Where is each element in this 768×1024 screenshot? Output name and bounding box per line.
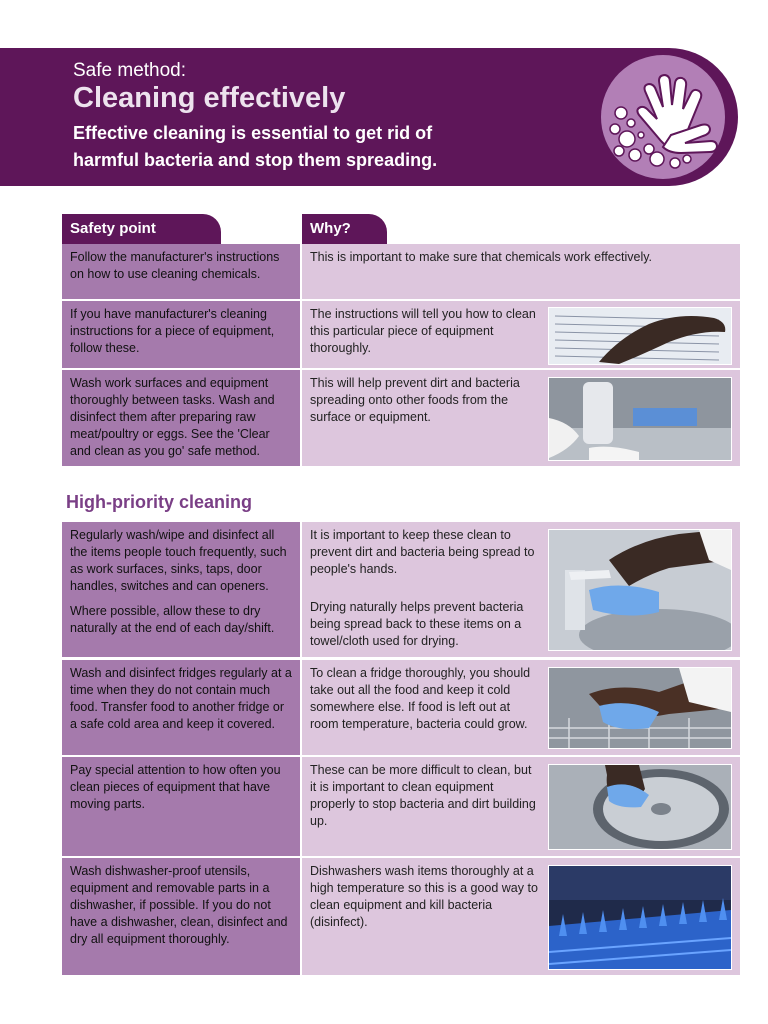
tap-cleaning-photo — [548, 529, 732, 651]
why-cell — [302, 757, 740, 856]
header-kicker: Safe method: — [73, 60, 187, 81]
dishwasher-rack-photo — [548, 865, 732, 970]
table-row — [62, 244, 740, 299]
safety-point-cell: Wash and disinfect fridges regularly at a time when they do not contain much food. Transfer food to another fridge or a safe cold area and keep it covered. — [62, 660, 300, 755]
why-text: To clean a fridge thoroughly, you should take out all the food and keep it cold somewhere else. If food is left out at room temperature, bacteria could grow. — [310, 666, 531, 731]
slicer-cleaning-photo — [548, 764, 732, 850]
why-cell — [302, 244, 740, 299]
why-cell — [302, 370, 740, 466]
table-row — [62, 301, 740, 368]
safety-point-cell — [62, 522, 300, 657]
why-cell — [302, 522, 740, 657]
why-cell — [302, 858, 740, 975]
table-row — [62, 858, 740, 975]
why-text: This will help prevent dirt and bacteria spreading onto other foods from the surface or equipment. — [310, 376, 520, 424]
why-cell — [302, 660, 740, 755]
table-row — [62, 370, 740, 466]
safety-point-text: Where possible, allow these to dry naturally at the end of each day/shift. — [70, 604, 275, 635]
why-text: The instructions will tell you how to clean this particular piece of equipment thoroughly. — [310, 307, 536, 355]
why-text: Dishwashers wash items thoroughly at a high temperature so this is a good way to clean equipment and kill bacteria (disinfect). — [310, 864, 538, 929]
section-title-high-priority: High-priority cleaning — [66, 492, 253, 512]
why-cell — [302, 301, 740, 368]
safety-point-cell: Wash dishwasher-proof utensils, equipment and removable parts in a dishwasher, if possible. If you do not have a dishwasher, clean, disinfect and dry all equipment thoroughly. — [62, 858, 300, 975]
column-header-why: Why? — [302, 214, 387, 244]
header-subtitle: Effective cleaning is essential to get rid of harmful bacteria and stop them spreading. — [73, 123, 438, 170]
safety-point-cell: Pay special attention to how often you clean pieces of equipment that have moving parts. — [62, 757, 300, 856]
safety-point-text: Regularly wash/wipe and disinfect all the items people touch frequently, such as work surfaces, sinks, taps, door handles, switches and can openers. — [70, 528, 287, 593]
column-header-safety-point: Safety point — [62, 214, 221, 244]
why-text: It is important to keep these clean to prevent dirt and bacteria being spread to people's hands. — [310, 528, 535, 576]
why-text: These can be more difficult to clean, but it is important to clean equipment properly to stop bacteria and dirt building up. — [310, 763, 536, 828]
instructions-photo — [548, 307, 732, 365]
table-row — [62, 522, 740, 657]
page-title: Cleaning effectively — [73, 82, 346, 114]
safety-point-cell: Wash work surfaces and equipment thoroughly between tasks. Wash and disinfect them after preparing raw meat/poultry or eggs. See the 'Clear and clean as you go' safe method. — [62, 370, 300, 466]
washing-hands-icon — [601, 55, 725, 179]
why-text: This is important to make sure that chemicals work effectively. — [310, 250, 653, 264]
table-row — [62, 757, 740, 856]
fridge-cleaning-photo — [548, 667, 732, 749]
safety-point-cell: If you have manufacturer's cleaning instructions for a piece of equipment, follow these. — [62, 301, 300, 368]
table-row — [62, 660, 740, 755]
safety-point-cell: Follow the manufacturer's instructions on how to use cleaning chemicals. — [62, 244, 300, 299]
surface-cleaning-photo — [548, 377, 732, 461]
why-text: Drying naturally helps prevent bacteria being spread back to these items on a towel/cloth used for drying. — [310, 600, 524, 648]
